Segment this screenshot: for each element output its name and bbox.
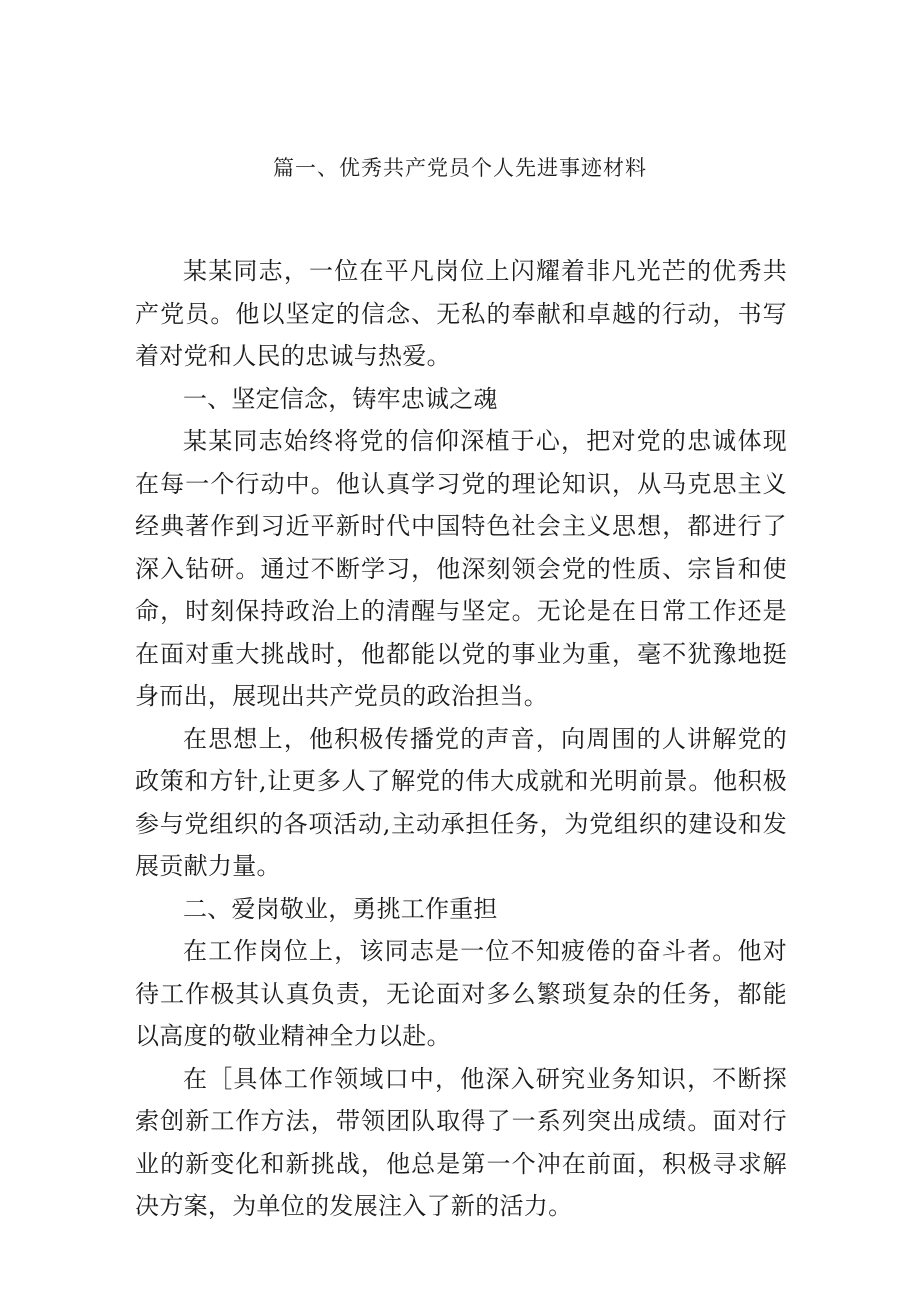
section-1-paragraph-2: 在思想上，他积极传播党的声音，向周围的人讲解党的政策和方针,让更多人了解党的伟大成就和光明前景。他积极参与党组织的各项活动,主动承担任务，为党组织的建设和发展贡献力量。 xyxy=(135,724,787,880)
section-2-paragraph-1: 在工作岗位上，该同志是一位不知疲倦的奋斗者。他对待工作极其认真负责，无论面对多么繁琐复杂的任务，都能以高度的敬业精神全力以赴。 xyxy=(135,937,787,1050)
section-heading-2: 二、爱岗敬业，勇挑工作重担 xyxy=(183,894,498,923)
section-2-paragraph-2: 在［具体工作领域口中，他深入研究业务知识，不断探索创新工作方法，带领团队取得了一系列突出成绩。面对行业的新变化和新挑战，他总是第一个冲在前面，积极寻求解决方案，为单位的发展注入了新的活力。 xyxy=(135,1064,787,1220)
section-1-paragraph-1: 某某同志始终将党的信仰深植于心，把对党的忠诚体现在每一个行动中。他认真学习党的理论知识，从马克思主义经典著作到习近平新时代中国特色社会主义思想，都进行了深入钻研。通过不断学习，他深刻领会党的性质、宗旨和使命，时刻保持政治上的清醒与坚定。无论是在日常工作还是在面对重大挑战时，他都能以党的事业为重，毫不犹豫地挺身而出，展现出共产党员的政治担当。 xyxy=(135,427,787,710)
document-title: 篇一、优秀共产党员个人先进事迹材料 xyxy=(273,156,647,180)
section-heading-1: 一、坚定信念，铸牢忠诚之魂 xyxy=(183,384,498,413)
intro-paragraph: 某某同志，一位在平凡岗位上闪耀着非凡光芒的优秀共产党员。他以坚定的信念、无私的奉献和卓越的行动，书写着对党和人民的忠诚与热爱。 xyxy=(135,257,787,370)
document-body xyxy=(135,250,787,1228)
